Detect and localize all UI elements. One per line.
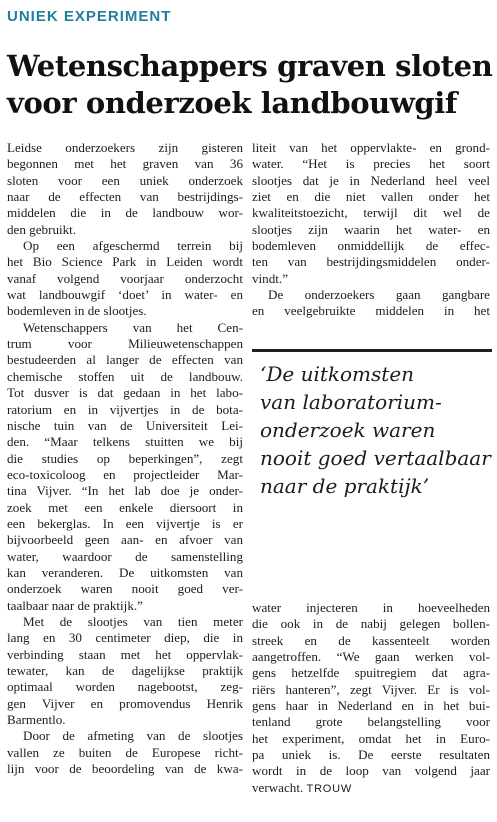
text-line-content: water. “Het is precies het soort — [252, 156, 490, 172]
text-line-content: water, waardoor de samenstelling — [7, 548, 243, 564]
text-line-content: middelen die in de landbouw wor- — [7, 205, 243, 221]
text-line-content: ratorium en in vijvertjes in de bota- — [7, 401, 243, 417]
text-line — [7, 532, 243, 548]
text-line-content: vindt.” — [252, 270, 289, 286]
text-line — [252, 665, 490, 681]
text-line — [252, 616, 490, 632]
text-line — [7, 418, 243, 434]
text-line — [7, 647, 243, 663]
text-line-content: Door de afmeting van de slootjes — [23, 728, 243, 744]
article-column-2-bottom — [252, 600, 490, 796]
text-line-content: nische tuin van de Universiteit Lei- — [7, 417, 243, 433]
text-line-content: liteit van het oppervlakte- en grond- — [252, 140, 490, 155]
text-line-content: den. “Maar telkens stuitten we bij — [7, 434, 243, 450]
text-line — [252, 600, 490, 616]
text-line — [252, 682, 490, 698]
text-line-content: verbinding staan met het oppervlak- — [7, 646, 243, 662]
text-line — [7, 581, 243, 597]
text-line-content: verwacht. — [252, 779, 304, 795]
text-line-content: die ook in de nabij gelegen bollen- — [252, 616, 490, 632]
text-line-content: tina Vijver. “In het lab doe je onder- — [7, 483, 243, 499]
text-line-content: bijvoorbeeld geen aan- en afvoer van — [7, 532, 243, 548]
text-line-content: optimaal worden nagebootst, zeg- — [7, 679, 243, 695]
text-line-content: Barmentlo. — [7, 712, 66, 728]
text-line — [252, 238, 490, 254]
pull-quote-line: nooit goed vertaalbaar — [260, 446, 491, 470]
text-line-content: lijn voor de beoordeling van de kwa- — [7, 761, 243, 777]
text-line-content: slootjes dat je in Nederland heel veel — [252, 172, 490, 188]
text-line-content: taalbaar naar de praktijk.” — [7, 597, 143, 613]
text-line — [252, 763, 490, 779]
text-line-content: tenland grote belangstelling voor — [252, 714, 490, 730]
text-line-content: chemische stoffen uit de landbouw. — [7, 368, 243, 384]
text-line — [252, 731, 490, 747]
text-line — [7, 516, 243, 532]
text-line-content: aangetroffen. “We gaan werken vol- — [252, 649, 490, 665]
text-line-content: eco-toxicoloog en projectleider Mar- — [7, 466, 243, 482]
text-line-content: begonnen met het graven van 36 — [7, 156, 243, 172]
text-line-content: pa uniek is. De eerste resultaten — [252, 747, 490, 763]
pull-quote-line: onderzoek waren — [260, 418, 436, 442]
text-line-content: die studies op beperkingen”, zegt — [7, 450, 243, 466]
text-line — [7, 222, 243, 238]
text-line — [252, 714, 490, 730]
text-line-content: het experiment, omdat het in Euro- — [252, 730, 490, 746]
text-line-content: sloten voor een uniek onderzoek — [7, 172, 243, 188]
text-line-content: een bekerglas. In een vijvertje is er — [7, 515, 243, 531]
text-line — [7, 140, 243, 156]
text-line — [7, 189, 243, 205]
text-line-content: gen Vijver en promovendus Henrik — [7, 695, 243, 711]
text-line — [252, 303, 490, 319]
text-line — [7, 712, 243, 728]
text-line-content: wordt in de loop van volgend jaar — [252, 763, 490, 779]
text-line — [7, 696, 243, 712]
text-line — [7, 745, 243, 761]
text-line-content: kan veranderen. De uitkomsten van — [7, 564, 243, 580]
text-line-content: ten van bestrijdingsmiddelen onder- — [252, 254, 490, 270]
text-line-content: Wetenschappers van het Cen- — [23, 319, 243, 335]
text-line-content: gens hetzelfde spuitregiem dat agra- — [252, 665, 490, 681]
text-line — [7, 630, 243, 646]
text-line — [7, 549, 243, 565]
text-line-content: Tot dusver is dat gedaan in het labo- — [7, 385, 243, 401]
text-line — [7, 402, 243, 418]
text-line — [252, 254, 490, 270]
text-line — [7, 287, 243, 303]
text-line — [7, 728, 243, 744]
text-line-content: gens haar in Nederland en in het bui- — [252, 698, 490, 714]
text-line-content: naar de effecten van bestrijdings- — [7, 189, 243, 205]
pull-quote-line: naar de praktijk’ — [260, 474, 430, 498]
text-line-content: onderzoek waren nooit goed ver- — [7, 581, 243, 597]
text-line — [7, 336, 243, 352]
text-line — [252, 271, 490, 287]
text-line-content: De onderzoekers gaan gangbare — [268, 287, 490, 303]
headline-line: Wetenschappers graven sloten — [7, 49, 493, 83]
text-line-content: Op een afgeschermd terrein bij — [23, 238, 243, 254]
text-line — [252, 156, 490, 172]
text-line — [7, 254, 243, 270]
text-line — [7, 467, 243, 483]
headline-line: voor onderzoek landbouwgif — [7, 86, 458, 120]
text-line-content: en veelgebruikte middelen in het — [252, 303, 490, 319]
text-line — [252, 140, 490, 156]
text-line — [7, 156, 243, 172]
text-line — [7, 320, 243, 336]
headline — [7, 48, 493, 122]
text-line-content: slootjes zijn waarin het water- en — [252, 221, 490, 237]
text-line — [7, 614, 243, 630]
byline: TROUW — [306, 782, 353, 795]
text-line-content: tewater, kan de dagelijkse praktijk — [7, 663, 243, 678]
text-line-content: lang en 30 centimeter diep, die in — [7, 630, 243, 646]
text-line — [7, 238, 243, 254]
text-line-content: streek en de kassenteelt worden — [252, 632, 490, 648]
text-line-content: ziet en die niet vallen onder het — [252, 189, 490, 205]
text-line — [252, 287, 490, 303]
text-line-content: trum voor Milieuwetenschappen — [7, 336, 243, 352]
text-line-content: wat landbouwgif ‘doet’ in water- en — [7, 287, 243, 303]
text-line — [252, 698, 490, 714]
text-line — [7, 385, 243, 401]
section-kicker: UNIEK EXPERIMENT — [7, 8, 172, 25]
text-line — [252, 747, 490, 763]
text-line — [252, 189, 490, 205]
text-line-content: water injecteren in hoeveelheden — [252, 600, 490, 615]
text-line — [7, 303, 243, 319]
text-line — [7, 565, 243, 581]
text-line — [7, 451, 243, 467]
pull-quote-line: van laboratorium- — [260, 390, 442, 414]
text-line — [7, 663, 243, 679]
text-line — [7, 761, 243, 777]
text-line-content: den gebruikt. — [7, 221, 77, 237]
pull-quote — [252, 349, 492, 500]
article-column-1 — [7, 140, 243, 777]
text-line — [7, 483, 243, 499]
pull-quote-text — [252, 360, 492, 500]
text-line — [7, 434, 243, 450]
text-line — [252, 205, 490, 221]
text-line-content: riërs hanteren”, zegt Vijver. Er is vol- — [252, 681, 490, 697]
text-line — [7, 369, 243, 385]
text-line — [252, 222, 490, 238]
text-line-content: bodemleven in de slootjes. — [7, 303, 147, 319]
text-line — [252, 633, 490, 649]
text-line — [7, 598, 243, 614]
text-line — [7, 500, 243, 516]
text-line-content: bodemleven onmiddellijk de effec- — [252, 238, 490, 254]
text-line — [252, 780, 490, 796]
text-line — [252, 649, 490, 665]
text-line — [7, 679, 243, 695]
text-line-content: bestudeerden al langer de effecten van — [7, 352, 243, 368]
text-line — [7, 205, 243, 221]
text-line-content: Met de slootjes van tien meter — [23, 613, 243, 629]
text-line — [7, 352, 243, 368]
text-line-content: Leidse onderzoekers zijn gisteren — [7, 140, 243, 155]
text-line-content: vallen ze buiten de Europese richt- — [7, 744, 243, 760]
text-line — [252, 173, 490, 189]
text-line — [7, 173, 243, 189]
text-line-content: zoek met een enkele diersoort in — [7, 499, 243, 515]
text-line-content: kwaliteitstoezicht, terwijl dit wel de — [252, 205, 490, 221]
text-line-content: vanaf volgend voorjaar onderzocht — [7, 270, 243, 286]
text-line — [7, 271, 243, 287]
article-column-2-top — [252, 140, 490, 320]
pull-quote-line: ‘De uitkomsten — [260, 362, 415, 386]
text-line-content: het Bio Science Park in Leiden wordt — [7, 254, 243, 270]
